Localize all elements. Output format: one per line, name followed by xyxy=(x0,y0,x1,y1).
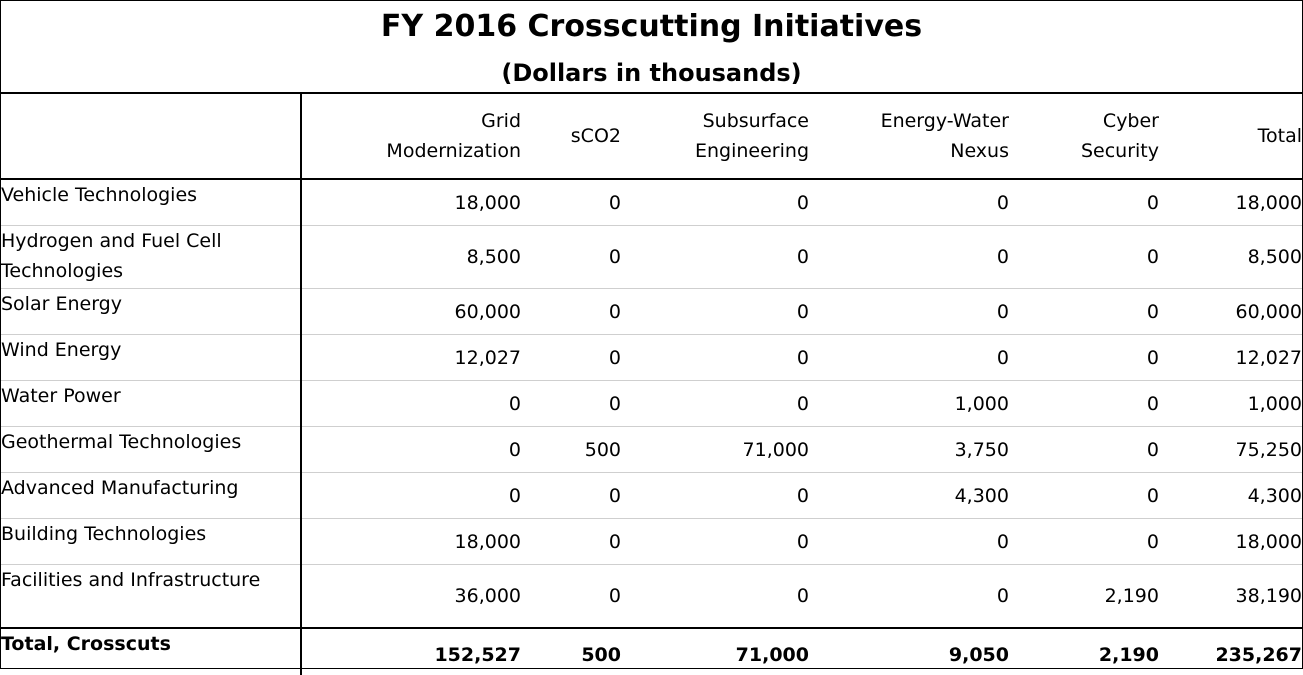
value-cell: 0 xyxy=(1009,335,1159,381)
table-row xyxy=(1,179,1302,226)
value-cell: 18,000 xyxy=(1159,179,1302,226)
value-cell: 0 xyxy=(621,289,809,335)
table-row xyxy=(1,226,1302,289)
value-cell: 0 xyxy=(301,427,521,473)
value-cell: 12,027 xyxy=(1159,335,1302,381)
value-cell: 2,190 xyxy=(1009,565,1159,629)
value-cell: 0 xyxy=(521,179,621,226)
header-cyber-security: Cyber Security xyxy=(1009,94,1159,179)
table-title: FY 2016 Crosscutting Initiatives xyxy=(380,9,923,44)
value-cell: 8,500 xyxy=(1159,226,1302,289)
value-cell: 38,190 xyxy=(1159,565,1302,629)
total-value-cell: 2,190 xyxy=(1009,628,1159,675)
table-row xyxy=(1,473,1302,519)
header-subsurface-engineering: Subsurface Engineering xyxy=(621,94,809,179)
value-cell: 0 xyxy=(521,519,621,565)
header-label-cell xyxy=(1,94,301,179)
value-cell: 0 xyxy=(1009,381,1159,427)
value-cell: 0 xyxy=(301,381,521,427)
value-cell: 0 xyxy=(1009,226,1159,289)
value-cell: 1,000 xyxy=(809,381,1009,427)
row-label: Wind Energy xyxy=(1,335,301,381)
row-label: Building Technologies xyxy=(1,519,301,565)
row-label: Solar Energy xyxy=(1,289,301,335)
total-value-cell: 235,267 xyxy=(1159,628,1302,675)
value-cell: 0 xyxy=(809,335,1009,381)
table-row xyxy=(1,519,1302,565)
header-sco2: sCO2 xyxy=(521,94,621,179)
value-cell: 0 xyxy=(809,565,1009,629)
value-cell: 0 xyxy=(1009,179,1159,226)
value-cell: 1,000 xyxy=(1159,381,1302,427)
value-cell: 0 xyxy=(621,179,809,226)
value-cell: 0 xyxy=(621,335,809,381)
value-cell: 71,000 xyxy=(621,427,809,473)
value-cell: 18,000 xyxy=(301,179,521,226)
table-row xyxy=(1,335,1302,381)
table-subtitle: (Dollars in thousands) xyxy=(501,59,802,87)
title-block xyxy=(1,1,1302,94)
table-row xyxy=(1,427,1302,473)
value-cell: 12,027 xyxy=(301,335,521,381)
value-cell: 4,300 xyxy=(809,473,1009,519)
total-value-cell: 152,527 xyxy=(301,628,521,675)
value-cell: 0 xyxy=(809,289,1009,335)
value-cell: 500 xyxy=(521,427,621,473)
value-cell: 0 xyxy=(621,381,809,427)
value-cell: 0 xyxy=(521,473,621,519)
header-total: Total xyxy=(1159,94,1302,179)
value-cell: 0 xyxy=(1009,289,1159,335)
value-cell: 60,000 xyxy=(301,289,521,335)
total-label: Total, Crosscuts xyxy=(1,628,301,675)
value-cell: 0 xyxy=(621,226,809,289)
table-row xyxy=(1,289,1302,335)
value-cell: 0 xyxy=(809,226,1009,289)
row-label: Water Power xyxy=(1,381,301,427)
value-cell: 0 xyxy=(1009,427,1159,473)
value-cell: 0 xyxy=(621,473,809,519)
table-row xyxy=(1,381,1302,427)
value-cell: 0 xyxy=(809,519,1009,565)
value-cell: 0 xyxy=(621,519,809,565)
value-cell: 8,500 xyxy=(301,226,521,289)
value-cell: 0 xyxy=(521,289,621,335)
value-cell: 0 xyxy=(1009,519,1159,565)
value-cell: 0 xyxy=(521,335,621,381)
value-cell: 0 xyxy=(621,565,809,629)
total-value-cell: 500 xyxy=(521,628,621,675)
value-cell: 4,300 xyxy=(1159,473,1302,519)
value-cell: 36,000 xyxy=(301,565,521,629)
header-grid-modernization: Grid Modernization xyxy=(301,94,521,179)
total-value-cell: 9,050 xyxy=(809,628,1009,675)
value-cell: 60,000 xyxy=(1159,289,1302,335)
value-cell: 18,000 xyxy=(301,519,521,565)
value-cell: 0 xyxy=(809,179,1009,226)
header-energy-water-nexus: Energy-Water Nexus xyxy=(809,94,1009,179)
row-label: Geothermal Technologies xyxy=(1,427,301,473)
row-label: Hydrogen and Fuel Cell Technologies xyxy=(1,226,301,289)
value-cell: 0 xyxy=(521,226,621,289)
value-cell: 75,250 xyxy=(1159,427,1302,473)
value-cell: 0 xyxy=(521,565,621,629)
row-label: Facilities and Infrastructure xyxy=(1,565,301,629)
table-row xyxy=(1,565,1302,629)
total-row xyxy=(1,628,1302,675)
value-cell: 18,000 xyxy=(1159,519,1302,565)
value-cell: 0 xyxy=(1009,473,1159,519)
row-label: Vehicle Technologies xyxy=(1,179,301,226)
value-cell: 3,750 xyxy=(809,427,1009,473)
total-value-cell: 71,000 xyxy=(621,628,809,675)
value-cell: 0 xyxy=(301,473,521,519)
header-row xyxy=(1,94,1302,179)
row-label: Advanced Manufacturing xyxy=(1,473,301,519)
crosscutting-table xyxy=(1,94,1302,675)
value-cell: 0 xyxy=(521,381,621,427)
